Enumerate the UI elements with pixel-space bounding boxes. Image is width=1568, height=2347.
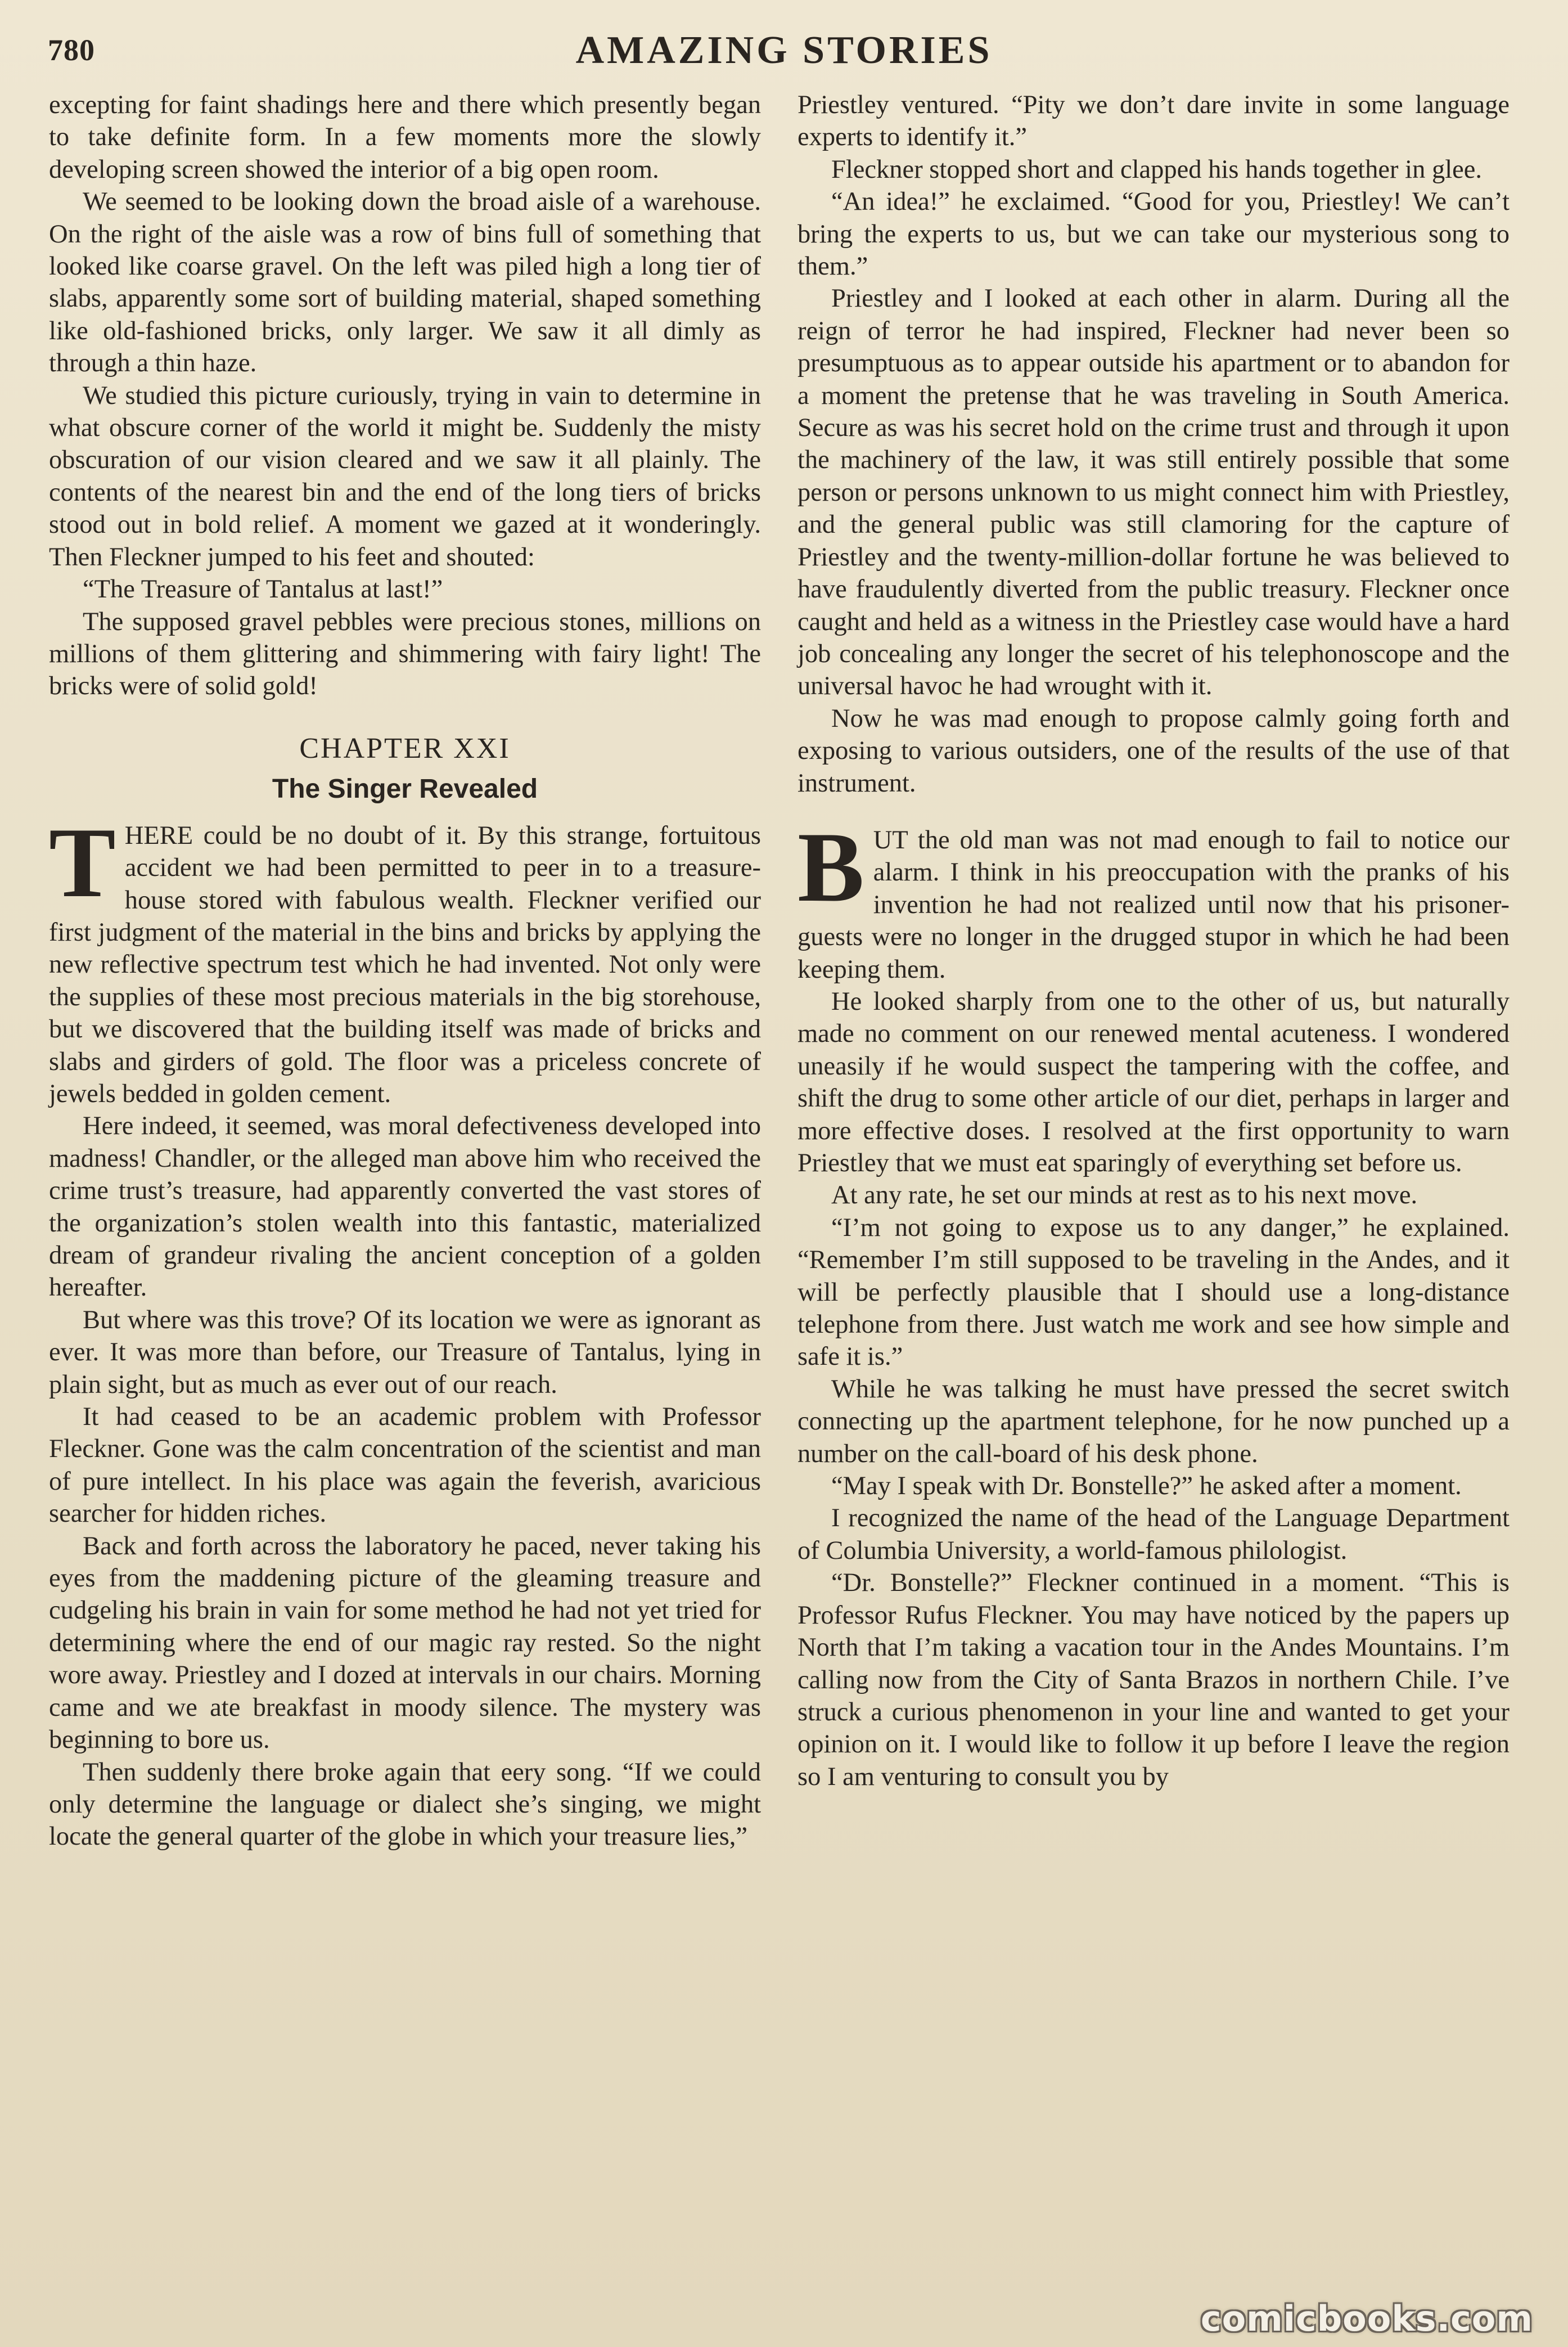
- magazine-title: AMAZING STORIES: [575, 29, 993, 72]
- paragraph: “Dr. Bonstelle?” Fleckner continued in a moment. “This is Professor Rufus Fleckner. You may have noticed by the papers up North that I’m taking a vacation tour in the Andes Mountains. I’m calling now from the City of Santa Brazos in northern Chile. I’ve struck a curious phenomenon in your line and wanted to get your opinion on it. I would like to follow it up before I leave the region so I am venturing to consult you by: [797, 1568, 1510, 1791]
- paragraph: It had ceased to be an academic problem with Professor Fleckner. Gone was the calm concentration of the scientist and man of pure intellect. In his place was again the feverish, avaricious searcher for hidden riches.: [49, 1402, 761, 1528]
- paragraph: Then suddenly there broke again that eery song. “If we could only determine the language or dialect she’s singing, we might locate the general quarter of the globe in which your treasure lies,”: [49, 1757, 761, 1851]
- paragraph: Priestley and I looked at each other in alarm. During all the reign of terror he had inspired, Fleckner had never been so presumptuous as to appear outside his apartment or to abandon for a moment the pretense that he was traveling in South America. Secure as was his secret hold on the crime trust and through it upon the machinery of the law, it was still entirely possible that some person or persons unknown to us might connect him with Priestley, and the general public was still clamoring for the capture of Priestley and the twenty-million-dollar fortune he was believed to have fraudulently diverted from the public treasury. Fleckner once caught and held as a witness in the Priestley case would have a hard job concealing any longer the secret of his telephonoscope and the universal havoc he had wrought with it.: [797, 284, 1510, 701]
- paragraph: Fleckner stopped short and clapped his hands together in glee.: [831, 155, 1483, 184]
- left-column: [49, 89, 761, 1853]
- paragraph: Now he was mad enough to propose calmly going forth and exposing to various outsiders, one of the results of the use of that instrument.: [797, 704, 1510, 798]
- watermark-logo: comicbooks.com: [1200, 2298, 1533, 2339]
- paragraph: We seemed to be looking down the broad aisle of a warehouse. On the right of the aisle was a row of bins full of something that looked like coarse gravel. On the left was piled high a long tier of slabs, apparently some sort of building material, shaped something like old-fashioned bricks, only larger. We saw it all dimly as through a thin haze.: [49, 187, 761, 378]
- paragraph: Here indeed, it seemed, was moral defectiveness developed into madness! Chandler, or the alleged man above him who received the crime trust’s treasure, had apparently converted the vast stores of the organization’s stolen wealth into this fantastic, materialized dream of grandeur rivaling the ancient conception of a golden hereafter.: [49, 1112, 761, 1302]
- right-column: [797, 89, 1510, 1793]
- paragraph-text: UT the old man was not mad enough to fail to notice our alarm. I think in his preoccupation with the pranks of his invention he had not realized until now that his prisoner-guests were no longer in the drugged stupor in which he had been keeping them.: [797, 825, 1510, 984]
- drop-cap-letter: T: [49, 806, 116, 918]
- paragraph: I recognized the name of the head of the Language Department of Columbia University, a world-famous philologist.: [797, 1504, 1510, 1565]
- paragraph: But where was this trove? Of its location we were as ignorant as ever. It was more than before, our Treasure of Tantalus, lying in plain sight, but as much as ever out of our reach.: [49, 1305, 761, 1399]
- page-number: 780: [48, 33, 95, 67]
- paragraph: “I’m not going to expose us to any danger,” he explained. “Remember I’m still supposed to be traveling in the Andes, and it will be perfectly plausible that I should use a long-distance telephone from there. Just watch me work and see how simple and safe it is.”: [797, 1213, 1510, 1372]
- paragraph: excepting for faint shadings here and there which presently began to take definite form. In a few moments more the slowly developing screen showed the interior of a big open room.: [49, 91, 761, 184]
- paragraph: “The Treasure of Tantalus at last!”: [83, 575, 443, 604]
- paragraph: While he was talking he must have pressed the secret switch connecting up the apartment telephone, for he now punched up a number on the call-board of his desk phone.: [797, 1374, 1510, 1468]
- paragraph: Priestley ventured. “Pity we don’t dare invite in some language experts to identify it.”: [797, 91, 1510, 152]
- paragraph-text: HERE could be no doubt of it. By this strange, fortuitous accident we had been permitted to peer in to a treasure-house stored with fabulous wealth. Fleckner verified our first judgment of the material in the bins and bricks by applying the new reflective spectrum test which he had invented. Not only were the supplies of these most precious materials in the big storehouse, but we discovered that the building itself was made of bricks and slabs and girders of gold. The floor was a priceless concrete of jewels bedded in golden cement.: [49, 821, 761, 1108]
- chapter-heading: CHAPTER XXI: [299, 732, 511, 765]
- paragraph: Back and forth across the laboratory he paced, never taking his eyes from the maddening picture of the gleaming treasure and cudgeling his brain in vain for some method he had not yet tried for determining where the end of our magic ray rested. So the night wore away. Priestley and I dozed at intervals in our chairs. Morning came and we ate breakfast in moody silence. The mystery was beginning to bore us.: [49, 1531, 761, 1755]
- page-header: [48, 28, 1520, 79]
- paragraph-dropcap: [49, 806, 761, 1110]
- paragraph-dropcap: [797, 811, 1510, 986]
- paragraph: At any rate, he set our minds at rest as to his next move.: [831, 1181, 1418, 1210]
- paragraph: He looked sharply from one to the other of us, but naturally made no comment on our renewed mental acuteness. I wondered uneasily if he would suspect the tampering with the coffee, and shift the drug to some other article of our diet, perhaps in larger and more effective doses. I resolved at the first opportunity to warn Priestley that we must eat sparingly of everything set before us.: [797, 987, 1510, 1177]
- paragraph: We studied this picture curiously, trying in vain to determine in what obscure corner of the world it might be. Suddenly the misty obscuration of our vision cleared and we saw it all plainly. The contents of the nearest bin and the end of the long tiers of bricks stood out in bold relief. A moment we gazed at it wonderingly. Then Fleckner jumped to his feet and shouted:: [49, 381, 761, 572]
- paragraph: “May I speak with Dr. Bonstelle?” he asked after a moment.: [831, 1472, 1462, 1501]
- paragraph: The supposed gravel pebbles were precious stones, millions on millions of them glittering and shimmering with fairy light! The bricks were of solid gold!: [49, 607, 761, 701]
- drop-cap-letter: B: [797, 811, 864, 923]
- section-break: [797, 799, 1510, 824]
- paragraph: “An idea!” he exclaimed. “Good for you, Priestley! We can’t bring the experts to us, but we can take our mysterious song to them.”: [797, 187, 1510, 281]
- section-title: The Singer Revealed: [272, 774, 538, 804]
